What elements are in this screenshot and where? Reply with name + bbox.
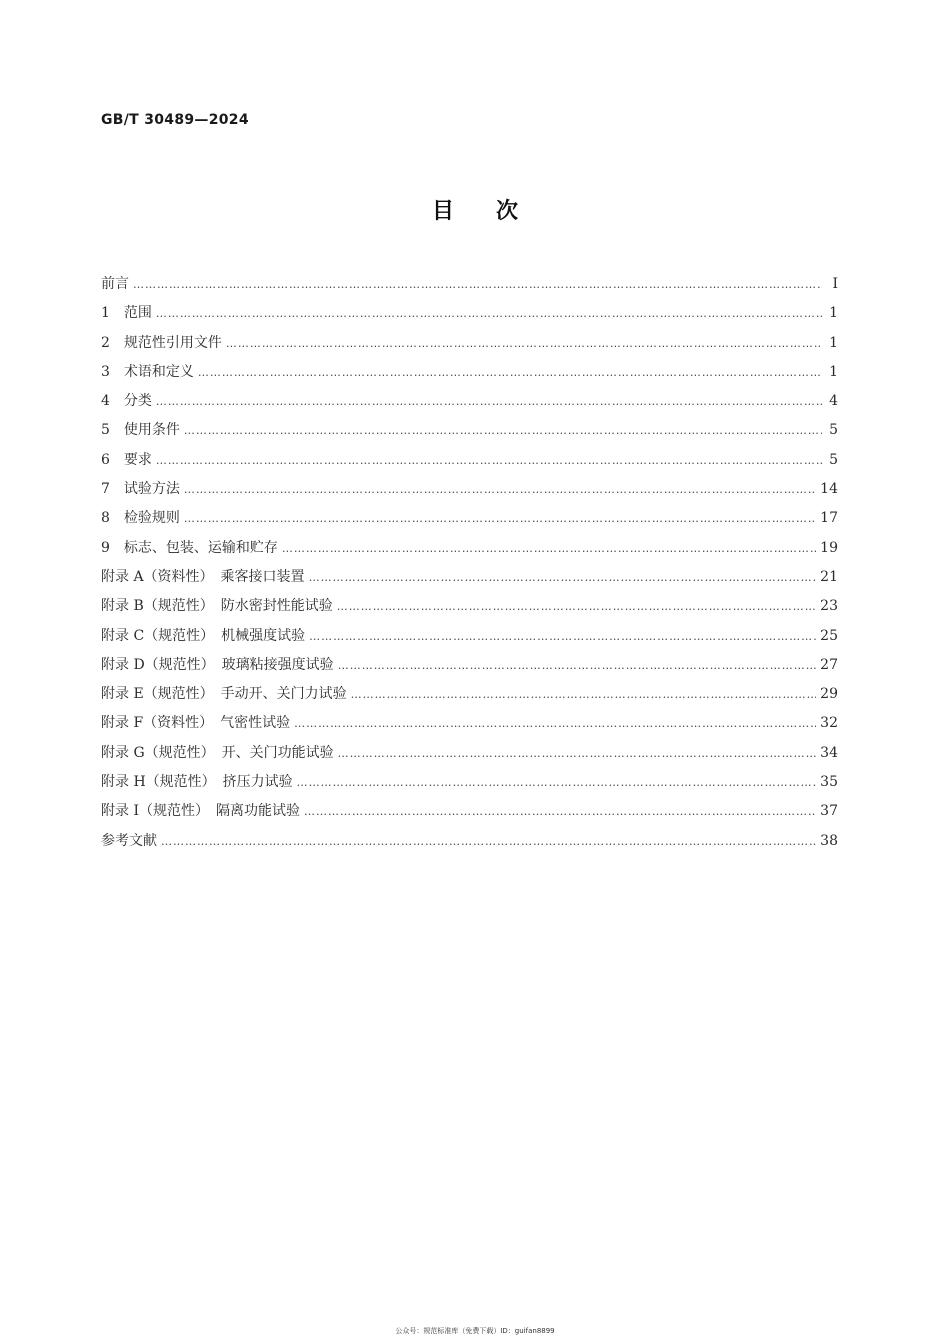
- toc-entry-label: 5 使用条件: [101, 422, 180, 439]
- toc-entry[interactable]: [101, 387, 838, 416]
- toc-dot-leader: [282, 534, 816, 563]
- toc-entry[interactable]: [101, 651, 838, 680]
- toc-entry-label: 2 规范性引用文件: [101, 334, 222, 351]
- toc-entry-label: 附录 F（资料性） 气密性试验: [101, 715, 291, 732]
- toc-entry[interactable]: [101, 504, 838, 533]
- toc-entry-page: 32: [820, 715, 838, 732]
- toc-entry-page: 25: [820, 627, 838, 644]
- toc-entry-label: 附录 I（规范性） 隔离功能试验: [101, 803, 300, 820]
- toc-dot-leader: [297, 768, 817, 797]
- toc-entry-label: 附录 G（规范性） 开、关门功能试验: [101, 744, 334, 761]
- toc-entry-label: 8 检验规则: [101, 510, 180, 527]
- toc-entry[interactable]: [101, 827, 838, 856]
- standard-code: GB/T 30489—2024: [101, 112, 249, 128]
- toc-entry[interactable]: [101, 329, 838, 358]
- toc-entry-page: 1: [829, 363, 838, 380]
- toc-entry-label: 6 要求: [101, 451, 152, 468]
- toc-entry-page: 27: [820, 656, 838, 673]
- toc-entry-page: 29: [820, 686, 838, 703]
- toc-dot-leader: [226, 329, 822, 358]
- toc-entry[interactable]: [101, 797, 838, 826]
- toc-entry[interactable]: [101, 299, 838, 328]
- toc-entry-page: 5: [829, 422, 838, 439]
- toc-entry-label: 附录 H（规范性） 挤压力试验: [101, 774, 293, 791]
- toc-dot-leader: [198, 358, 822, 387]
- toc-entry-page: 35: [820, 774, 838, 791]
- toc-entry-label: 9 标志、包装、运输和贮存: [101, 539, 278, 556]
- toc-entry-label: 参考文献: [101, 832, 157, 849]
- toc-entry-label: 前言: [101, 276, 129, 292]
- toc-entry-page: 38: [820, 832, 838, 849]
- toc-entry-label: 附录 D（规范性） 玻璃粘接强度试验: [101, 656, 334, 673]
- toc-dot-leader: [338, 651, 816, 680]
- toc-entry-page: 21: [820, 568, 838, 585]
- toc-dot-leader: [184, 504, 816, 533]
- toc-entry-page: 1: [829, 334, 838, 351]
- toc-entry-page: 4: [829, 393, 838, 410]
- toc-entry-label: 1 范围: [101, 305, 152, 322]
- toc-entry-label: 4 分类: [101, 393, 152, 410]
- toc-dot-leader: [337, 592, 816, 621]
- toc-entry[interactable]: [101, 416, 838, 445]
- footer-note: 公众号：规范标准库（免费下载）ID：guifan8899: [395, 1327, 555, 1335]
- toc-dot-leader: [309, 563, 817, 592]
- toc-entry-page: 1: [829, 305, 838, 322]
- toc-dot-leader: [309, 622, 816, 651]
- toc-entry[interactable]: [101, 358, 838, 387]
- toc-entry-page: 19: [820, 539, 838, 556]
- toc-dot-leader: [338, 739, 817, 768]
- toc-dot-leader: [156, 387, 822, 416]
- toc-entry-label: 附录 B（规范性） 防水密封性能试验: [101, 598, 333, 615]
- toc-dot-leader: [156, 299, 822, 328]
- toc-dot-leader: [184, 416, 822, 445]
- toc-entry-page: 14: [820, 481, 838, 498]
- toc-dot-leader: [184, 475, 816, 504]
- toc-entry-label: 3 术语和定义: [101, 363, 194, 380]
- toc-entry-page: 5: [829, 451, 838, 468]
- toc-dot-leader: [161, 827, 816, 856]
- table-of-contents: [101, 270, 838, 856]
- toc-entry-page: 37: [820, 803, 838, 820]
- toc-entry-label: 附录 A（资料性） 乘客接口装置: [101, 568, 305, 585]
- toc-entry[interactable]: [101, 563, 838, 592]
- toc-dot-leader: [304, 797, 816, 826]
- toc-dot-leader: [294, 709, 816, 738]
- toc-entry-label: 7 试验方法: [101, 481, 180, 498]
- toc-entry[interactable]: [101, 270, 838, 299]
- toc-entry[interactable]: [101, 709, 838, 738]
- toc-entry[interactable]: [101, 622, 838, 651]
- toc-entry-page: 34: [820, 744, 838, 761]
- toc-entry-page: 17: [820, 510, 838, 527]
- toc-entry[interactable]: [101, 739, 838, 768]
- toc-entry[interactable]: [101, 592, 838, 621]
- toc-entry-page: 23: [820, 598, 838, 615]
- toc-entry[interactable]: [101, 680, 838, 709]
- toc-entry[interactable]: [101, 475, 838, 504]
- toc-dot-leader: [351, 680, 817, 709]
- toc-dot-leader: [133, 270, 822, 299]
- toc-entry-label: 附录 E（规范性） 手动开、关门力试验: [101, 686, 347, 703]
- toc-entry[interactable]: [101, 534, 838, 563]
- toc-dot-leader: [156, 446, 822, 475]
- page-title: 目次: [431, 199, 560, 224]
- toc-entry[interactable]: [101, 446, 838, 475]
- toc-entry-page: Ⅰ: [832, 276, 838, 292]
- toc-entry[interactable]: [101, 768, 838, 797]
- toc-entry-label: 附录 C（规范性） 机械强度试验: [101, 627, 306, 644]
